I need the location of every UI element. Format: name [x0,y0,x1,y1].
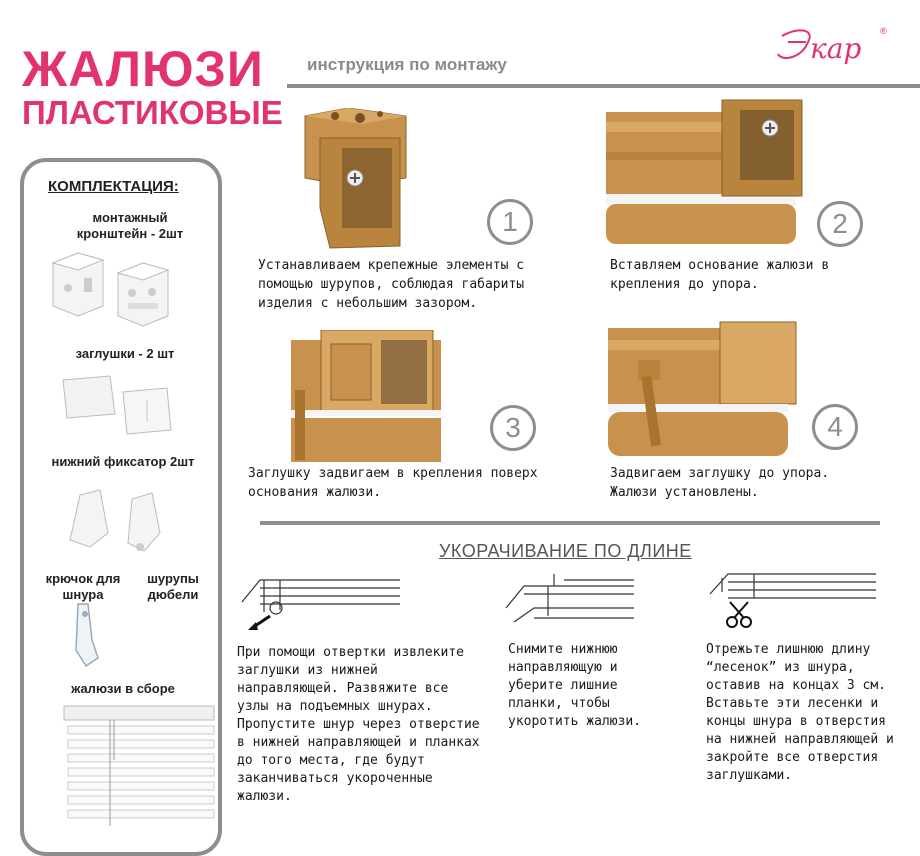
bracket-label: монтажный кронштейн - 2шт [76,210,184,241]
step4-image [608,320,798,463]
step2-text: Вставляем основание жалюзи в крепления до упора. [610,258,830,292]
shortening-title: УКОРАЧИВАНИЕ ПО ДЛИНЕ [439,541,692,561]
fixer-label: нижний фиксатор 2шт [51,454,195,469]
shortening-step3-text: Отрежьте лишнюю длину “лесенок” из шнура, оставив на концах 3 см. Вставьте эти лесенки и концы шнура в отверстия на нижней направляющей и закройте все отверстия заглушками. [706,642,894,783]
step2-image [604,98,804,251]
page-subtitle-type: ПЛАСТИКОВЫЕ [22,94,283,131]
hook-label: крючок для шнура [45,571,121,602]
svg-text:®: ® [880,26,887,36]
shortening-diagram-1 [240,572,405,639]
assembled-label: жалюзи в сборе [71,681,175,696]
shortening-step1-text: При помощи отвертки извлеките заглушки из нижней направляющей. Развяжите все узлы на подъемных шнурах. Пропустите шнур через отверстие в нижней направляющей и планках до того места, где будут заканчиваться укороченные жалюзи. [237,645,480,804]
header-divider [287,84,920,88]
step2-number: 2 [817,201,863,247]
caps-label: заглушки - 2 шт [75,346,175,361]
shortening-step2-text: Снимите нижнюю направляющую и уберите лишние планки, чтобы укоротить жалюзи. [508,642,642,729]
assembled-blinds-image [62,700,216,835]
instruction-heading: инструкция по монтажу [307,55,507,74]
step4-number: 4 [812,404,858,450]
kit-contents-title: КОМПЛЕКТАЦИЯ: [48,178,179,195]
fixer-image [60,485,180,562]
step3-text: Заглушку задвигаем в крепления поверх основания жалюзи. [248,466,538,500]
bracket-image [48,248,178,333]
shortening-diagram-2 [504,572,639,643]
shortening-diagram-3 [706,568,881,637]
brand-logo [770,18,895,78]
step3-image [291,330,441,467]
caps-image [55,370,185,445]
page-title: ЖАЛЮЗИ [22,41,264,97]
step1-number: 1 [487,199,533,245]
section-divider [260,521,880,525]
hook-image [58,600,108,675]
step1-image [300,108,412,255]
step3-number: 3 [490,405,536,451]
step1-text: Устанавливаем крепежные элементы с помощью шурупов, соблюдая габариты изделия с небольшим зазором. [258,258,525,311]
step4-text: Задвигаем заглушку до упора. Жалюзи установлены. [610,466,830,500]
svg-text:кар: кар [810,32,862,65]
screws-label: шурупы дюбели [147,571,199,602]
